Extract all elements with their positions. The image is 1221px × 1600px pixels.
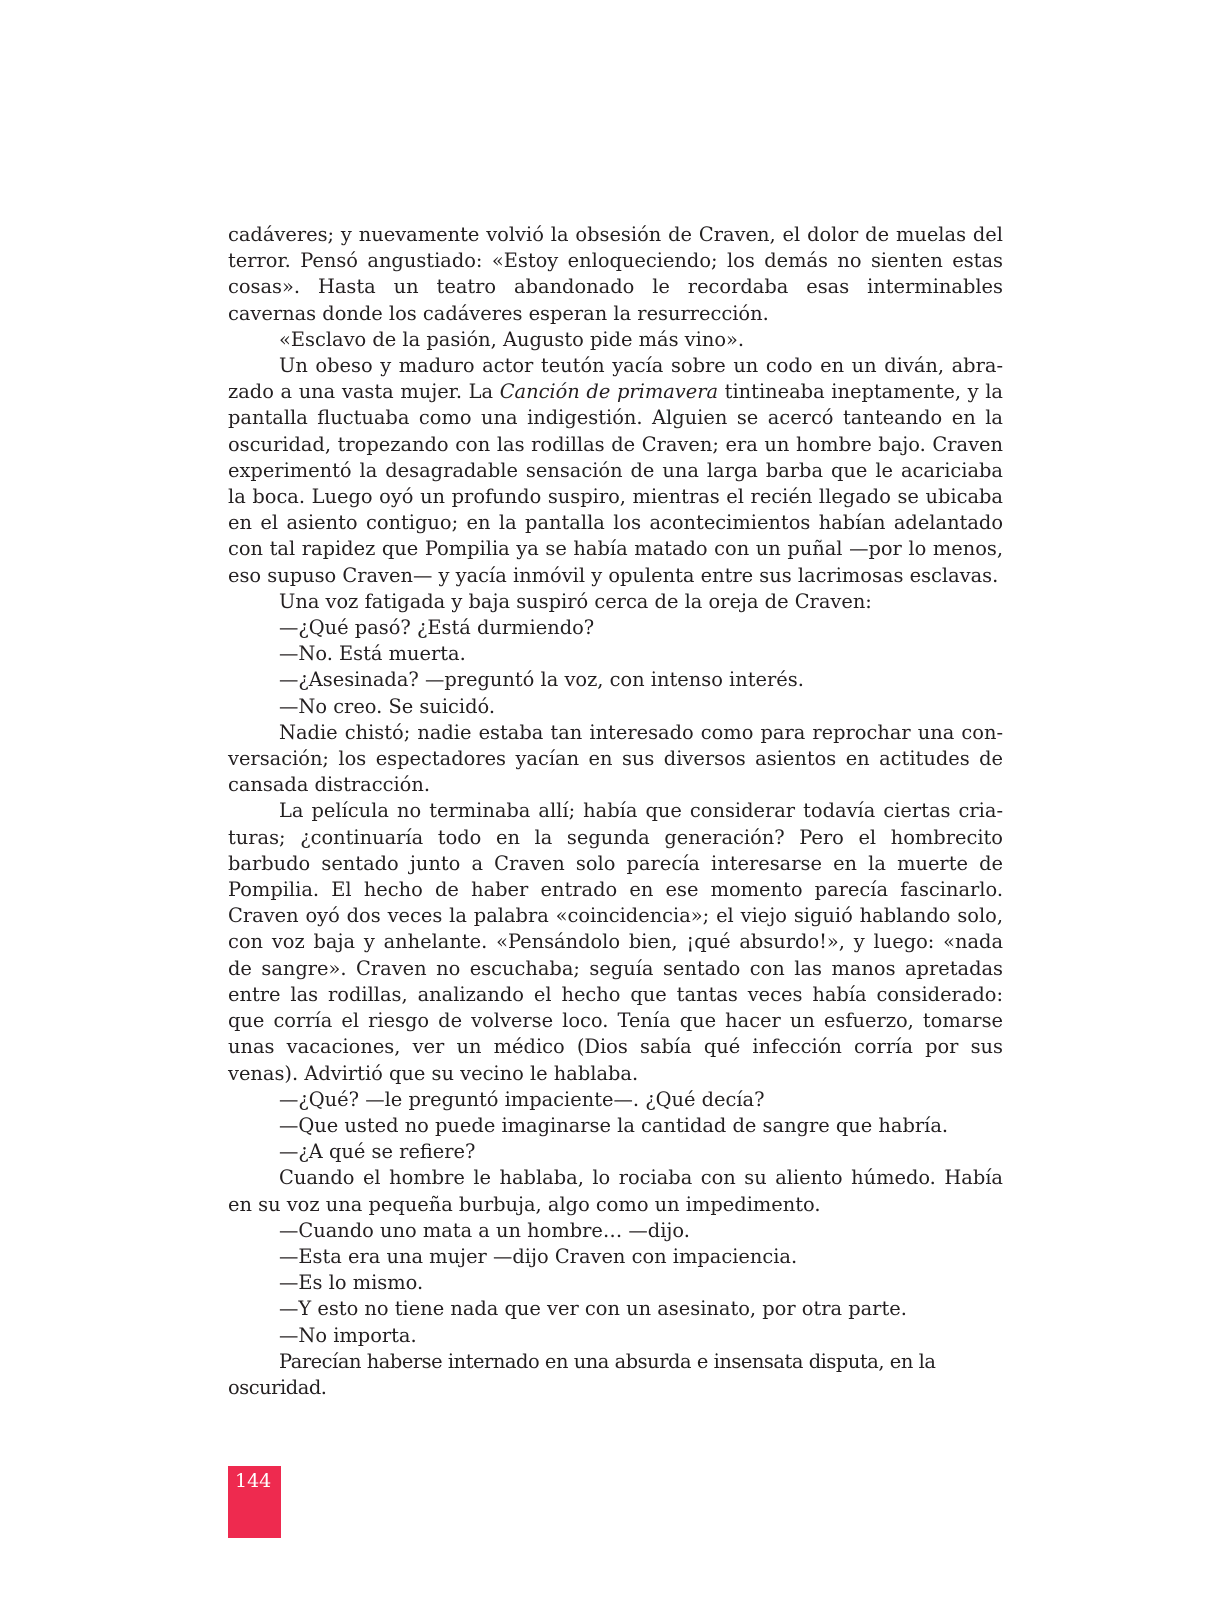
- dialogue-line: —Es lo mismo.: [279, 1271, 424, 1295]
- page-number: 144: [235, 1470, 272, 1492]
- page-number-tab: [228, 1466, 281, 1538]
- paragraph: Una voz fatigada y baja suspiró cerca de la oreja de Craven:: [279, 589, 872, 613]
- dialogue-line: —¿A qué se refiere?: [279, 1140, 476, 1164]
- dialogue-line: —No creo. Se suicidó.: [279, 694, 495, 718]
- dialogue-line: —¿Asesinada? —preguntó la voz, con intenso interés.: [279, 668, 804, 692]
- dialogue-line: —¿Qué? —le preguntó impaciente—. ¿Qué decía?: [279, 1087, 765, 1111]
- dialogue-line: —¿Qué pasó? ¿Está durmiendo?: [279, 616, 595, 640]
- dialogue-line: —Esta era una mujer —dijo Craven con impaciencia.: [279, 1244, 798, 1268]
- song-title: Canción de primavera: [499, 380, 719, 404]
- paragraph: «Esclavo de la pasión, Augusto pide más vino».: [279, 327, 745, 351]
- paragraph: Nadie chistó; nadie estaba tan interesado como para reprochar una conversación; los espectadores yacían en sus diversos asientos en actitudes de cansada distracción.: [228, 720, 1003, 797]
- paragraph: cadáveres; y nuevamente volvió la obsesión de Craven, el dolor de muelas del terror. Pensó angustiado: «Estoy enloqueciendo; los demás no sienten estas cosas». Hasta un teatro abandonado le recordaba esas interminables cavernas donde los cadáveres esperan la resurrección.: [228, 223, 1003, 325]
- body-text: [228, 222, 1003, 1401]
- dialogue-line: —No importa.: [279, 1323, 417, 1347]
- paragraph: La película no terminaba allí; había que considerar todavía ciertas criaturas; ¿continuaría todo en la segunda generación? Pero el hombrecito barbudo sentado junto a Craven solo parecía interesarse en la muerte de Pompilia. El hecho de haber entrado en ese momento parecía fascinarlo. Craven oyó dos veces la palabra «coincidencia»; el viejo siguió hablando solo, con voz baja y anhelante. «Pensándolo bien, ¡qué absurdo!», y luego: «nada de sangre». Craven no escuchaba; seguía sentado con las manos apretadas entre las rodillas, analizando el hecho que tantas veces había considerado: que corría el riesgo de volverse loco. Tenía que hacer un esfuerzo, tomarse unas vacaciones, ver un médico (Dios sabía qué infección corría por sus venas). Advirtió que su vecino le hablaba.: [228, 799, 1003, 1085]
- dialogue-line: —Y esto no tiene nada que ver con un asesinato, por otra parte.: [279, 1297, 907, 1321]
- dialogue-line: —Que usted no puede imaginarse la cantidad de sangre que habría.: [279, 1113, 949, 1137]
- paragraph: Parecían haberse internado en una absurda e insensata disputa, en la oscuridad.: [228, 1349, 936, 1399]
- dialogue-line: —Cuando uno mata a un hombre… —dijo.: [279, 1218, 690, 1242]
- paragraph: Cuando el hombre le hablaba, lo rociaba con su aliento húmedo. Había en su voz una pequeña burbuja, algo como un impedimento.: [228, 1166, 1003, 1216]
- dialogue-line: —No. Está muerta.: [279, 642, 466, 666]
- paragraph-segment: tintineaba ineptamente, y la pantalla fluctuaba como una indigestión. Alguien se acercó tanteando en la oscuridad, tropezando con las rodillas de Craven; era un hombre bajo. Craven experimentó la desagradable sensación de una larga barba que le acariciaba la boca. Luego oyó un profundo suspiro, mientras el recién llegado se ubicaba en el asiento contiguo; en la pantalla los acontecimientos habían adelantado con tal rapidez que Pompilia ya se había matado con un puñal —por lo menos, eso supuso Craven— y yacía inmóvil y opulenta entre sus lacrimosas esclavas.: [228, 380, 1003, 587]
- paragraph-segment: Un obeso y maduro actor teutón yacía sobre un codo en un diván, abrazado a una vasta mujer. La: [228, 354, 1003, 404]
- paragraph: [228, 353, 1003, 589]
